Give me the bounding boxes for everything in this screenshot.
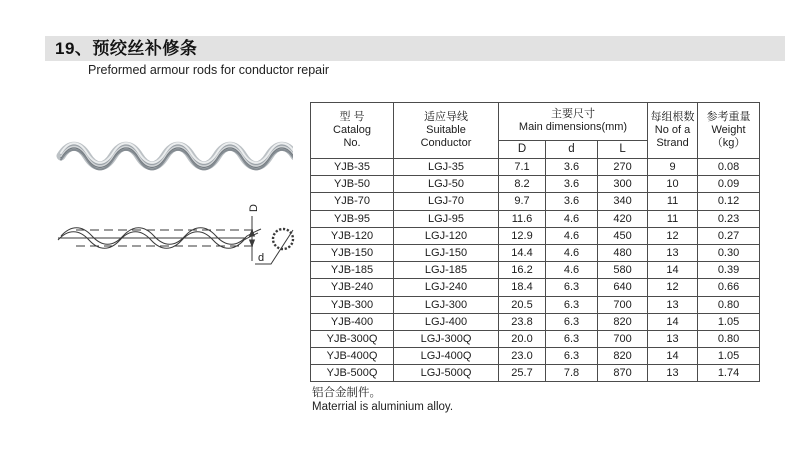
table-cell: YJB-300Q: [311, 330, 394, 347]
table-cell: 0.27: [698, 227, 760, 244]
table-cell: LGJ-50: [394, 176, 499, 193]
table-cell: YJB-400: [311, 313, 394, 330]
table-cell: YJB-240: [311, 279, 394, 296]
table-cell: 0.66: [698, 279, 760, 296]
table-cell: YJB-35: [311, 159, 394, 176]
table-cell: 7.1: [499, 159, 546, 176]
table-cell: LGJ-185: [394, 262, 499, 279]
table-cell: YJB-400Q: [311, 348, 394, 365]
table-cell: 700: [598, 330, 648, 347]
table-cell: 16.2: [499, 262, 546, 279]
section-title-zh: 19、预绞丝补修条: [55, 39, 198, 58]
table-row: [311, 244, 760, 261]
table-cell: 820: [598, 348, 648, 365]
table-cell: 13: [648, 365, 698, 382]
table-cell: LGJ-300Q: [394, 330, 499, 347]
table-cell: 9.7: [499, 193, 546, 210]
col-header-d: d: [546, 140, 598, 158]
table-cell: 11: [648, 193, 698, 210]
table-cell: YJB-150: [311, 244, 394, 261]
table-cell: 1.05: [698, 313, 760, 330]
table-row: [311, 365, 760, 382]
table-cell: YJB-300: [311, 296, 394, 313]
table-cell: 0.12: [698, 193, 760, 210]
table-row: [311, 159, 760, 176]
table-cell: YJB-95: [311, 210, 394, 227]
table-cell: 870: [598, 365, 648, 382]
table-cell: 14.4: [499, 244, 546, 261]
table-cell: 14: [648, 313, 698, 330]
table-cell: 20.5: [499, 296, 546, 313]
table-cell: 4.6: [546, 262, 598, 279]
table-cell: 3.6: [546, 176, 598, 193]
col-header-weight: 参考重量 Weight （kg）: [698, 103, 760, 159]
table-row: [311, 330, 760, 347]
table-cell: 14: [648, 348, 698, 365]
diagram-label-d: d: [258, 252, 265, 264]
table-cell: 420: [598, 210, 648, 227]
table-cell: 4.6: [546, 244, 598, 261]
table-cell: YJB-70: [311, 193, 394, 210]
table-cell: 480: [598, 244, 648, 261]
table-cell: 0.09: [698, 176, 760, 193]
table-cell: 13: [648, 296, 698, 313]
table-cell: 6.3: [546, 279, 598, 296]
table-cell: 11.6: [499, 210, 546, 227]
table-cell: 6.3: [546, 348, 598, 365]
col-header-strand: 每组根数 No of a Strand: [648, 103, 698, 159]
table-cell: 12.9: [499, 227, 546, 244]
table-cell: 450: [598, 227, 648, 244]
table-cell: 12: [648, 227, 698, 244]
table-cell: LGJ-120: [394, 227, 499, 244]
table-cell: 640: [598, 279, 648, 296]
footnotes: [312, 386, 453, 414]
table-cell: 8.2: [499, 176, 546, 193]
table-cell: 4.6: [546, 210, 598, 227]
spec-table: [310, 102, 760, 382]
table-cell: LGJ-70: [394, 193, 499, 210]
table-cell: 0.30: [698, 244, 760, 261]
table-cell: LGJ-35: [394, 159, 499, 176]
spec-table-body: [311, 159, 760, 382]
diagram-label-D: D: [248, 204, 260, 212]
table-cell: LGJ-400: [394, 313, 499, 330]
table-row: [311, 176, 760, 193]
table-cell: YJB-185: [311, 262, 394, 279]
table-cell: LGJ-300: [394, 296, 499, 313]
col-header-catalog: 型 号 Catalog No.: [311, 103, 394, 159]
table-cell: 580: [598, 262, 648, 279]
table-cell: 270: [598, 159, 648, 176]
table-cell: LGJ-500Q: [394, 365, 499, 382]
table-row: [311, 313, 760, 330]
table-cell: 0.39: [698, 262, 760, 279]
table-row: [311, 262, 760, 279]
footnote-zh: 铝合金制件。: [312, 387, 381, 399]
table-cell: 3.6: [546, 193, 598, 210]
table-cell: 9: [648, 159, 698, 176]
table-cell: 23.8: [499, 313, 546, 330]
table-cell: 0.80: [698, 330, 760, 347]
col-header-dimensions: 主要尺寸 Main dimensions(mm): [499, 103, 648, 141]
table-cell: 0.80: [698, 296, 760, 313]
table-cell: LGJ-95: [394, 210, 499, 227]
table-cell: 23.0: [499, 348, 546, 365]
table-cell: LGJ-240: [394, 279, 499, 296]
table-cell: 13: [648, 330, 698, 347]
col-header-conductor: 适应导线 Suitable Conductor: [394, 103, 499, 159]
table-cell: 340: [598, 193, 648, 210]
table-cell: YJB-120: [311, 227, 394, 244]
armour-rod-photo: [55, 125, 293, 177]
table-cell: 20.0: [499, 330, 546, 347]
table-cell: 10: [648, 176, 698, 193]
table-cell: 0.08: [698, 159, 760, 176]
table-cell: 11: [648, 210, 698, 227]
table-row: [311, 193, 760, 210]
table-cell: 6.3: [546, 313, 598, 330]
table-cell: 1.74: [698, 365, 760, 382]
col-header-D: D: [499, 140, 546, 158]
table-row: [311, 210, 760, 227]
table-cell: 14: [648, 262, 698, 279]
table-cell: LGJ-150: [394, 244, 499, 261]
table-cell: 4.6: [546, 227, 598, 244]
table-row: [311, 279, 760, 296]
table-cell: YJB-500Q: [311, 365, 394, 382]
table-cell: 12: [648, 279, 698, 296]
table-cell: 3.6: [546, 159, 598, 176]
armour-rod-dimension-diagram: [50, 198, 312, 286]
table-cell: 820: [598, 313, 648, 330]
table-cell: 300: [598, 176, 648, 193]
table-cell: 13: [648, 244, 698, 261]
col-header-L: L: [598, 140, 648, 158]
spec-table-container: [310, 102, 760, 382]
table-row: [311, 348, 760, 365]
section-title-band: [45, 36, 785, 61]
table-row: [311, 227, 760, 244]
table-cell: 1.05: [698, 348, 760, 365]
section-title-en: Preformed armour rods for conductor repair: [88, 63, 330, 77]
table-cell: 18.4: [499, 279, 546, 296]
footnote-en: Materrial is aluminium alloy.: [312, 401, 454, 413]
table-cell: 25.7: [499, 365, 546, 382]
table-cell: YJB-50: [311, 176, 394, 193]
table-cell: 0.23: [698, 210, 760, 227]
table-cell: 700: [598, 296, 648, 313]
table-cell: 7.8: [546, 365, 598, 382]
table-cell: LGJ-400Q: [394, 348, 499, 365]
table-cell: 6.3: [546, 330, 598, 347]
table-cell: 6.3: [546, 296, 598, 313]
table-row: [311, 296, 760, 313]
